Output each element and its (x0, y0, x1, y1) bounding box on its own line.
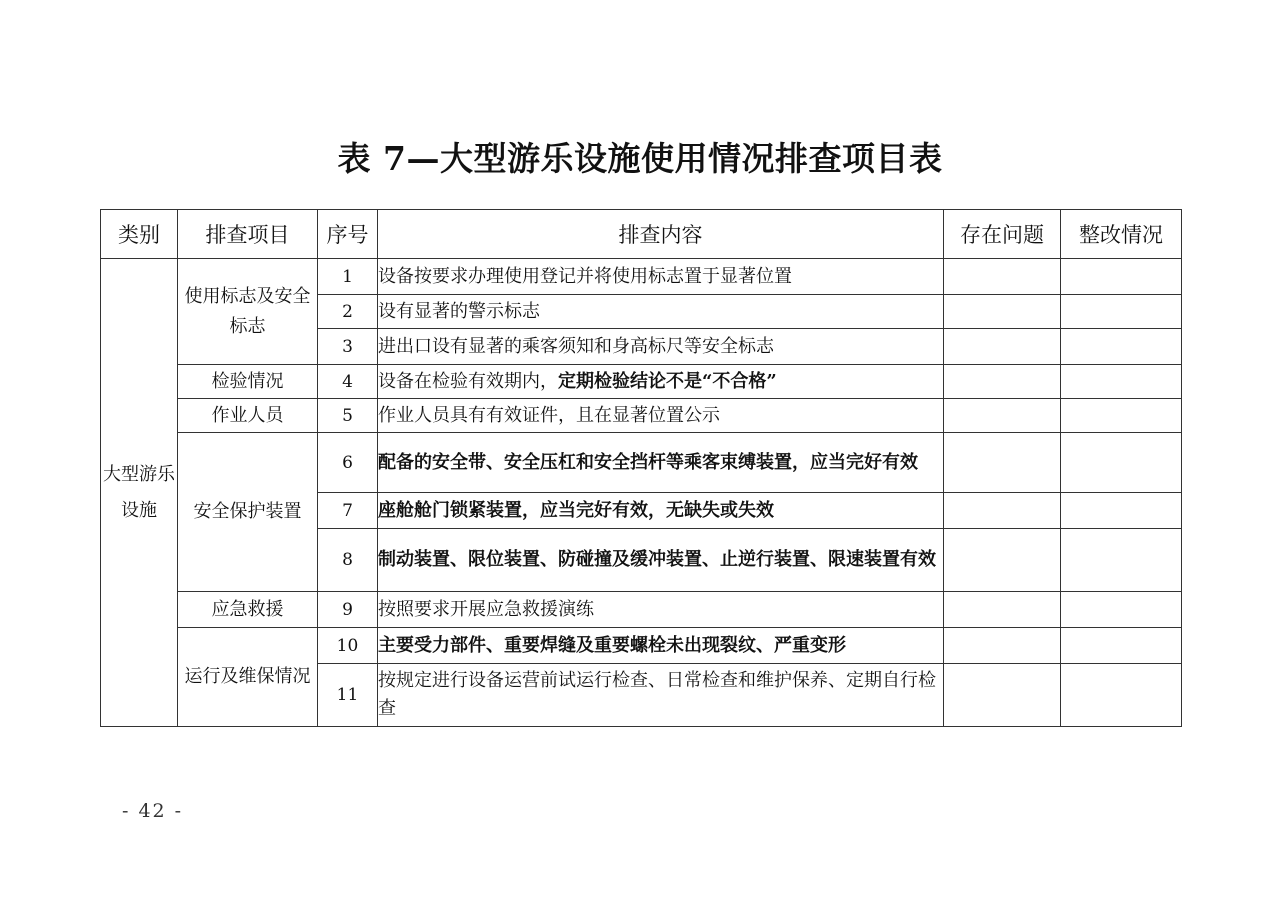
rectification-cell[interactable] (1061, 329, 1182, 365)
issues-cell[interactable] (944, 365, 1061, 399)
inspection-table (100, 209, 1182, 727)
seq-cell: 4 (318, 365, 378, 399)
rectification-cell[interactable] (1061, 664, 1182, 727)
item-cell-protection: 安全保护装置 (178, 433, 318, 592)
content-cell: 作业人员具有有效证件，且在显著位置公示 (378, 399, 944, 433)
item-cell-signs: 使用标志及安全标志 (178, 259, 318, 365)
item-cell-emergency: 应急救援 (178, 592, 318, 628)
rectification-cell[interactable] (1061, 628, 1182, 664)
content-cell: 座舱舱门锁紧装置，应当完好有效，无缺失或失效 (378, 493, 944, 529)
issues-cell[interactable] (944, 628, 1061, 664)
content-cell: 配备的安全带、安全压杠和安全挡杆等乘客束缚装置，应当完好有效 (378, 433, 944, 493)
header-item: 排查项目 (178, 210, 318, 259)
seq-cell: 8 (318, 529, 378, 592)
table-row (101, 365, 1182, 399)
seq-cell: 2 (318, 295, 378, 329)
content-cell: 按照要求开展应急救援演练 (378, 592, 944, 628)
issues-cell[interactable] (944, 529, 1061, 592)
issues-cell[interactable] (944, 592, 1061, 628)
seq-cell: 10 (318, 628, 378, 664)
issues-cell[interactable] (944, 493, 1061, 529)
seq-cell: 9 (318, 592, 378, 628)
table-row (101, 399, 1182, 433)
category-cell: 大型游乐设施 (101, 259, 178, 727)
seq-cell: 11 (318, 664, 378, 727)
table-header-row (101, 210, 1182, 259)
header-rectification: 整改情况 (1061, 210, 1182, 259)
rectification-cell[interactable] (1061, 295, 1182, 329)
header-seq: 序号 (318, 210, 378, 259)
header-category: 类别 (101, 210, 178, 259)
issues-cell[interactable] (944, 664, 1061, 727)
issues-cell[interactable] (944, 399, 1061, 433)
seq-cell: 3 (318, 329, 378, 365)
header-issues: 存在问题 (944, 210, 1061, 259)
seq-cell: 5 (318, 399, 378, 433)
issues-cell[interactable] (944, 329, 1061, 365)
seq-cell: 6 (318, 433, 378, 493)
rectification-cell[interactable] (1061, 259, 1182, 295)
content-cell: 制动装置、限位装置、防碰撞及缓冲装置、止逆行装置、限速装置有效 (378, 529, 944, 592)
content-cell: 按规定进行设备运营前试运行检查、日常检查和维护保养、定期自行检查 (378, 664, 944, 727)
content-cell: 设有显著的警示标志 (378, 295, 944, 329)
rectification-cell[interactable] (1061, 529, 1182, 592)
seq-cell: 7 (318, 493, 378, 529)
rectification-cell[interactable] (1061, 399, 1182, 433)
seq-cell: 1 (318, 259, 378, 295)
issues-cell[interactable] (944, 433, 1061, 493)
item-cell-inspection: 检验情况 (178, 365, 318, 399)
page-number: - 42 - (122, 800, 184, 822)
content-bold-part: 定期检验结论不是“不合格” (558, 370, 777, 392)
table-row (101, 433, 1182, 493)
table-row (101, 592, 1182, 628)
item-cell-operators: 作业人员 (178, 399, 318, 433)
issues-cell[interactable] (944, 295, 1061, 329)
table-row (101, 628, 1182, 664)
table-row (101, 259, 1182, 295)
issues-cell[interactable] (944, 259, 1061, 295)
rectification-cell[interactable] (1061, 493, 1182, 529)
content-cell: 设备按要求办理使用登记并将使用标志置于显著位置 (378, 259, 944, 295)
header-content: 排查内容 (378, 210, 944, 259)
rectification-cell[interactable] (1061, 433, 1182, 493)
content-normal-part: 设备在检验有效期内， (378, 370, 558, 392)
content-cell: 主要受力部件、重要焊缝及重要螺栓未出现裂纹、严重变形 (378, 628, 944, 664)
page-title: 表 7—大型游乐设施使用情况排查项目表 (337, 139, 943, 178)
content-cell (378, 365, 944, 399)
rectification-cell[interactable] (1061, 365, 1182, 399)
content-cell: 进出口设有显著的乘客须知和身高标尺等安全标志 (378, 329, 944, 365)
item-cell-maintenance: 运行及维保情况 (178, 628, 318, 727)
rectification-cell[interactable] (1061, 592, 1182, 628)
